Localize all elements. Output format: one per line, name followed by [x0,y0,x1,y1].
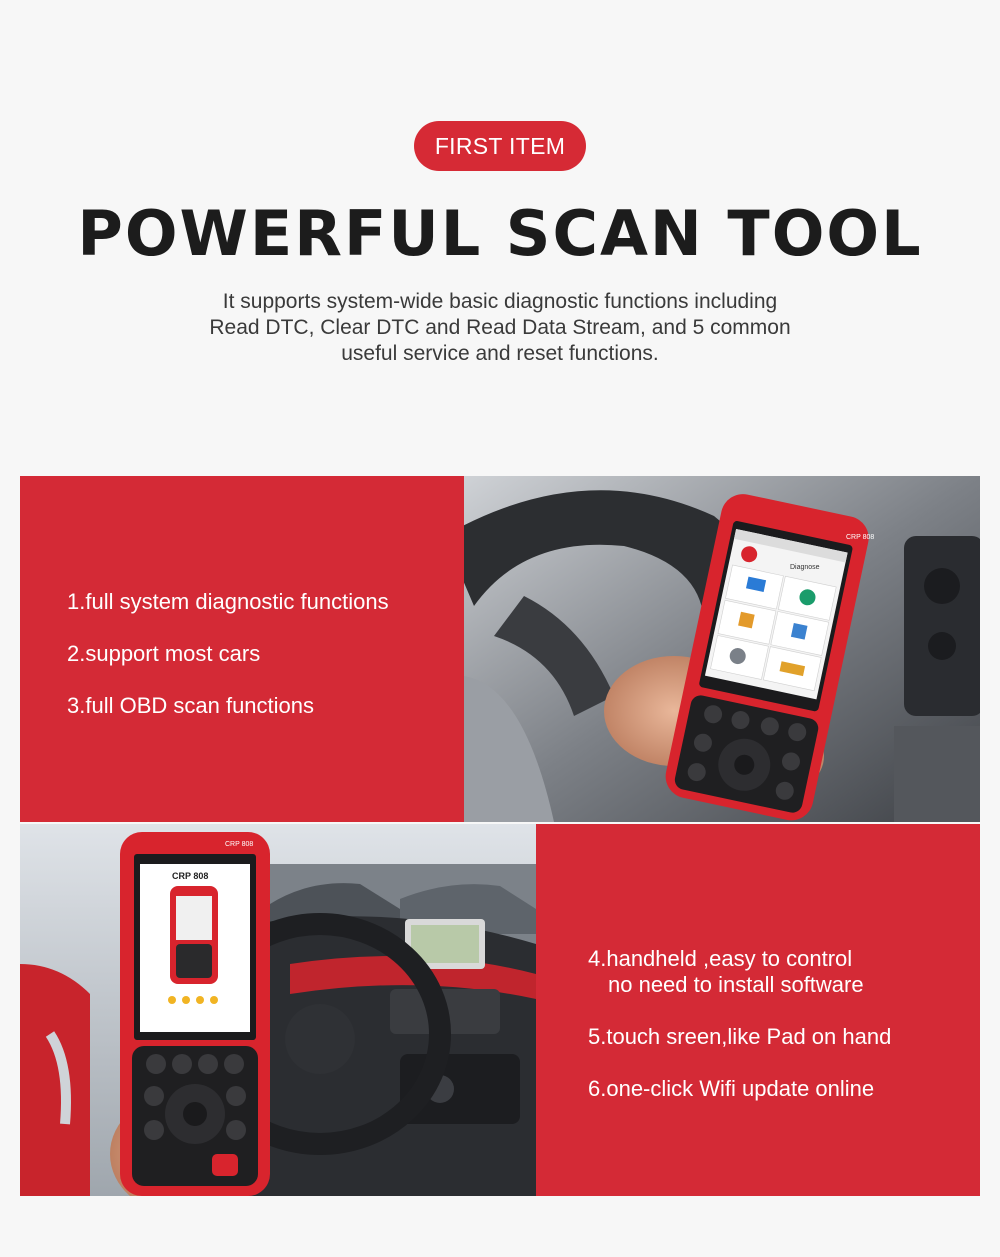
subtitle-line: It supports system-wide basic diagnostic functions including [222,290,778,313]
page-subtitle [150,289,850,367]
device-model-label: CRP 808 [846,534,875,541]
feature-item: 5.touch sreen,like Pad on hand [588,1024,892,1049]
section-badge: FIRST ITEM [414,121,586,171]
feature-item: 3.full OBD scan functions [67,693,315,718]
subtitle-line: useful service and reset functions. [341,342,659,365]
product-photo-dashboard [20,824,536,1196]
feature-item: 2.support most cars [67,641,261,666]
subtitle-line: Read DTC, Clear DTC and Read Data Stream, and 5 common [209,316,791,339]
feature-item: 4.handheld ,easy to control [588,946,853,971]
feature-item: 6.one-click Wifi update online [588,1076,875,1101]
feature-item: 1.full system diagnostic functions [67,589,389,614]
page-title: POWERFUL SCAN TOOL [77,197,923,270]
feature-item: no need to install software [608,972,864,997]
device-menu-diagnose: Diagnose [790,564,820,571]
device-model-label: CRP 808 [225,841,254,848]
product-photo-car-interior [464,476,980,822]
device-screen-title: CRP 808 [172,871,209,881]
features-panel-bottom [536,824,980,1196]
